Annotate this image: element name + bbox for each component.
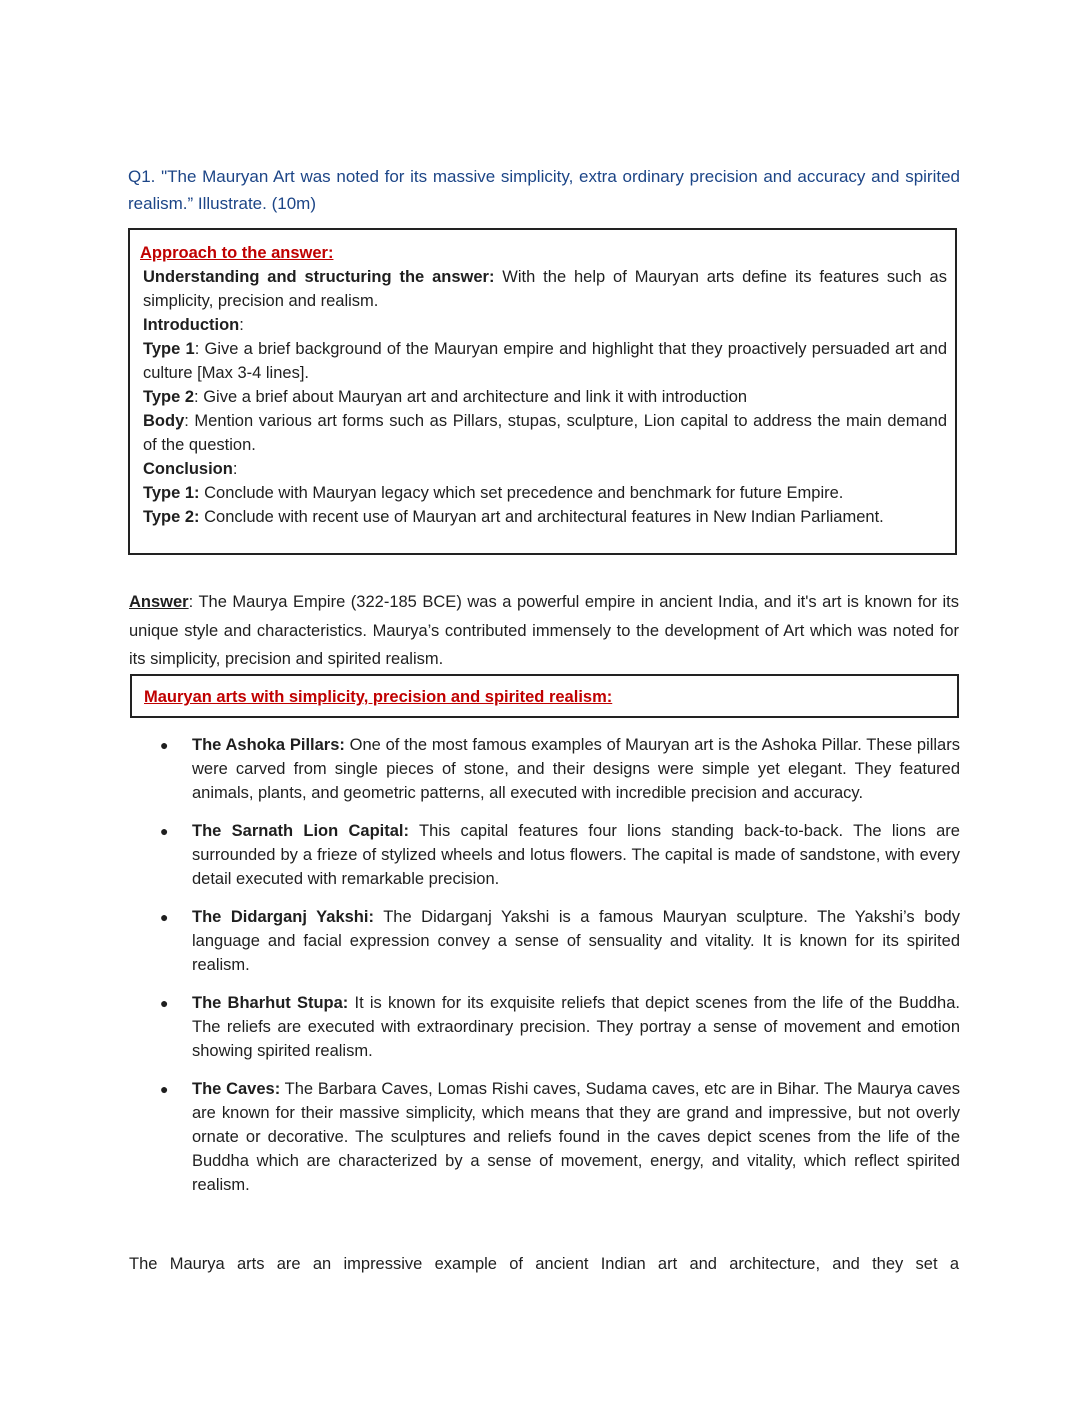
approach-conclusion <box>140 457 947 481</box>
bullet-icon: ● <box>160 909 169 925</box>
bullet-icon: ● <box>160 737 169 753</box>
approach-conclusion-type1 <box>140 481 947 505</box>
closing-paragraph: The Maurya arts are an impressive example of ancient Indian art and architecture, and they set a <box>129 1255 959 1273</box>
body-text: : Mention various art forms such as Pillars, stupas, sculpture, Lion capital to address the main demand of the question. <box>143 412 947 454</box>
approach-box <box>128 228 957 555</box>
conclusion-type1-label: Type 1: <box>143 484 200 502</box>
bullet-icon: ● <box>160 823 169 839</box>
answer-label: Answer <box>129 593 189 611</box>
list-item <box>160 1077 960 1197</box>
item-text: It is known for its exquisite reliefs that depict scenes from the life of the Buddha. The reliefs are executed with extraordinary precision. They portray a sense of movement and emotion showing spirited realism. <box>192 994 960 1060</box>
body-label: Body <box>143 412 185 430</box>
approach-body <box>140 409 947 457</box>
item-title: The Didarganj Yakshi: <box>192 908 374 926</box>
approach-introduction <box>140 313 947 337</box>
conclusion-colon: : <box>232 460 238 478</box>
question-text: Q1. "The Mauryan Art was noted for its massive simplicity, extra ordinary precision and accuracy and spirited realism.” Illustrate. (10m) <box>128 167 960 213</box>
item-text: One of the most famous examples of Mauryan art is the Ashoka Pillar. These pillars were carved from single pieces of stone, and their designs were simple yet elegant. They featured animals, plants, and geometric patterns, all executed with incredible precision and accuracy. <box>192 736 960 802</box>
item-text: This capital features four lions standing back-to-back. The lions are surrounded by a frieze of stylized wheels and lotus flowers. The capital is made of sandstone, with every detail executed with remarkable precision. <box>192 822 960 888</box>
conclusion-type2-text: Conclude with recent use of Mauryan art and architectural features in New Indian Parliament. <box>199 508 884 526</box>
conclusion-type2-label: Type 2: <box>143 508 200 526</box>
introduction-label: Introduction <box>143 316 240 334</box>
item-title: The Ashoka Pillars: <box>192 736 345 754</box>
introduction-colon: : <box>239 316 244 334</box>
approach-intro-type1 <box>140 337 947 385</box>
list-item <box>160 905 960 977</box>
intro-type1-text: : Give a brief background of the Mauryan empire and highlight that they proactively persuaded art and culture [Max 3-4 lines]. <box>143 340 948 382</box>
answer-paragraph <box>129 588 959 674</box>
understanding-label: Understanding and structuring the answer: <box>143 268 495 286</box>
list-item <box>160 733 960 805</box>
approach-understanding <box>140 265 947 313</box>
approach-conclusion-type2 <box>140 505 947 529</box>
list-item <box>160 819 960 891</box>
intro-type1-label: Type 1 <box>143 340 195 358</box>
bullet-list <box>160 733 960 1211</box>
item-title: The Caves: <box>192 1080 281 1098</box>
approach-heading: Approach to the answer: <box>140 244 334 262</box>
approach-intro-type2 <box>140 385 947 409</box>
item-title: The Sarnath Lion Capital: <box>192 822 410 840</box>
item-title: The Bharhut Stupa: <box>192 994 349 1012</box>
conclusion-type1-text: Conclude with Mauryan legacy which set precedence and benchmark for future Empire. <box>199 484 844 502</box>
item-text: The Barbara Caves, Lomas Rishi caves, Sudama caves, etc are in Bihar. The Maurya caves are known for their massive simplicity, which means that they are grand and impressive, but not overly ornate or decorative. The sculptures and reliefs found in the caves depict scenes from the life of the Buddha which are characterized by a sense of movement, energy, and vitality, which reflect spirited realism. <box>192 1080 960 1194</box>
intro-type2-label: Type 2 <box>143 388 195 406</box>
bullet-icon: ● <box>160 1081 169 1097</box>
section-heading: Mauryan arts with simplicity, precision and spirited realism: <box>130 674 959 718</box>
conclusion-label: Conclusion <box>143 460 233 478</box>
item-text: The Didarganj Yakshi is a famous Mauryan sculpture. The Yakshi’s body language and facial expression convey a sense of sensuality and vitality. It is known for its spirited realism. <box>192 908 960 974</box>
list-item <box>160 991 960 1063</box>
answer-text: : The Maurya Empire (322-185 BCE) was a powerful empire in ancient India, and it's art is known for its unique style and characteristics. Maurya’s contributed immensely to the development of Art which was noted for its simplicity, precision and spirited realism. <box>129 593 959 668</box>
bullet-icon: ● <box>160 995 169 1011</box>
understanding-text: With the help of Mauryan arts define its features such as simplicity, precision and realism. <box>143 268 947 310</box>
intro-type2-text: : Give a brief about Mauryan art and architecture and link it with introduction <box>194 388 748 406</box>
